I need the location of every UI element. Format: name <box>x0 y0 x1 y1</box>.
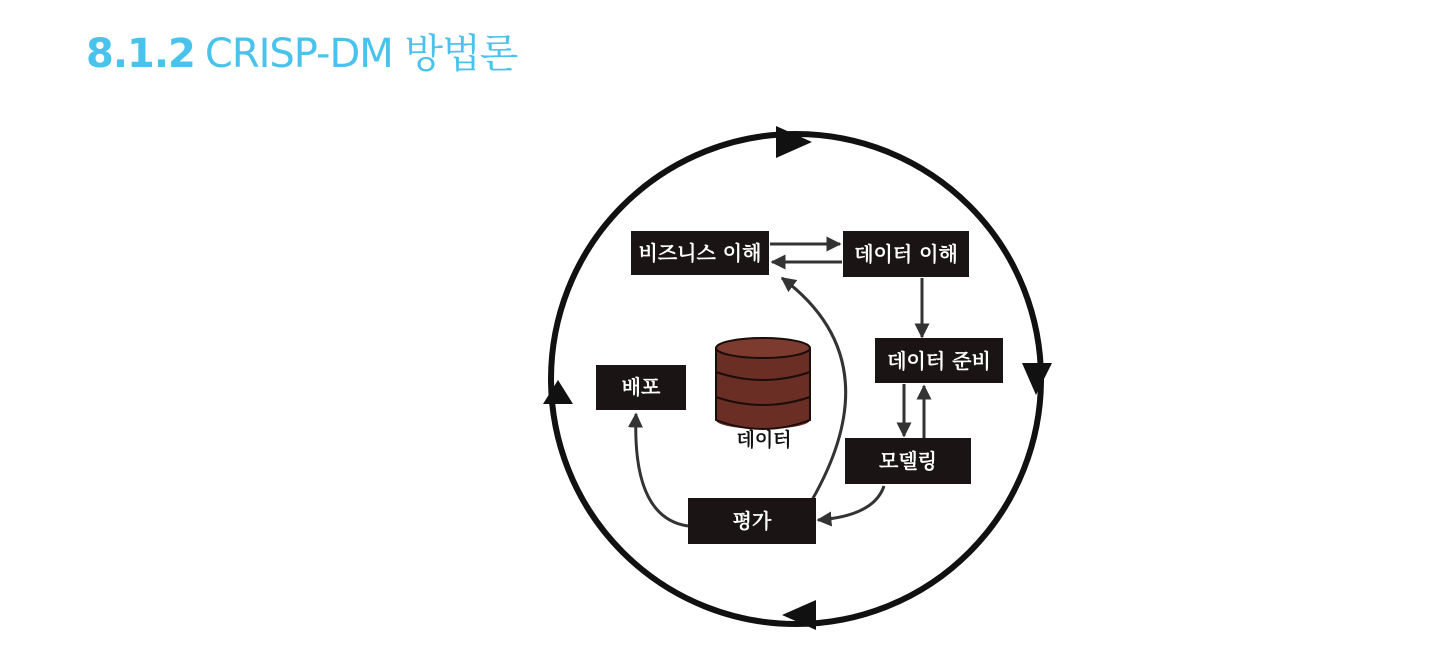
phase-label: 배포 <box>621 375 661 399</box>
section-name: CRISP-DM 방법론 <box>204 31 518 77</box>
database-label: 데이터 <box>736 429 792 451</box>
cycle-arrow-top <box>776 126 812 158</box>
phase-label: 데이터 이해 <box>854 242 958 266</box>
database-icon <box>716 338 810 429</box>
phase-modeling <box>845 438 971 484</box>
phase-label: 평가 <box>732 509 772 533</box>
phase-label: 비즈니스 이해 <box>638 241 762 265</box>
phase-data-preparation <box>875 338 1003 383</box>
phase-deployment <box>596 365 686 410</box>
cycle-arrow-left <box>543 380 573 404</box>
arrow-evaluation-to-deployment <box>636 414 688 526</box>
section-number: 8.1.2 <box>86 31 195 77</box>
arrow-modeling-to-evaluation <box>818 486 884 520</box>
phase-label: 데이터 준비 <box>887 349 991 373</box>
phase-data-understanding <box>843 231 969 277</box>
phase-business-understanding <box>631 231 769 275</box>
phase-evaluation <box>688 498 816 544</box>
phase-label: 모델링 <box>879 449 937 473</box>
cycle-arrow-right <box>1022 363 1052 395</box>
